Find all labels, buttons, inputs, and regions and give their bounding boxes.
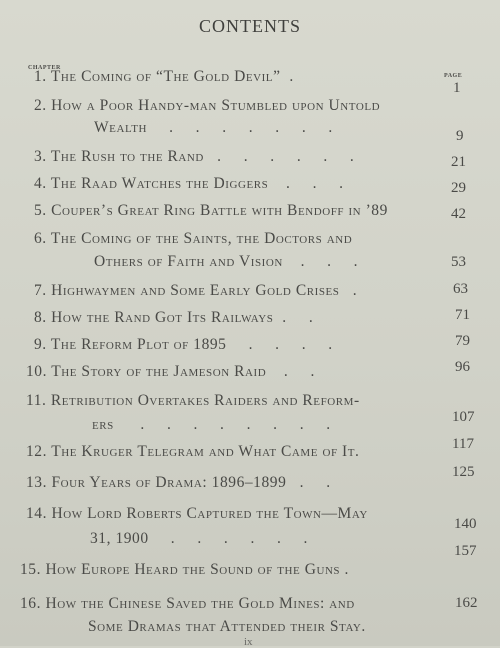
page-number: 162 <box>455 595 478 611</box>
chapter-title: The Story of the Jameson Raid <box>51 363 267 380</box>
page-number: 117 <box>452 436 474 452</box>
page-number: 29 <box>451 180 466 196</box>
page-number: 107 <box>452 409 475 425</box>
leader-dots: . . . <box>287 253 359 270</box>
chapter-title: How the Rand Got Its Railways <box>51 309 274 326</box>
chapter-title-continued: Some Dramas that Attended their Stay. <box>88 618 366 635</box>
toc-entry-line <box>34 97 380 115</box>
page-number: 125 <box>452 464 475 480</box>
page-title: CONTENTS <box>199 16 301 36</box>
page-number: 71 <box>455 307 470 323</box>
toc-entry-continuation <box>94 119 333 137</box>
page-number: 9 <box>456 128 464 144</box>
toc-entry-line <box>26 392 360 410</box>
page-number: 53 <box>451 254 466 270</box>
toc-entry-continuation <box>90 530 308 548</box>
folio-number: ix <box>244 636 253 648</box>
chapter-number: 1. <box>34 68 47 85</box>
chapter-title-continued: Others of Faith and Vision <box>94 253 283 270</box>
chapter-number: 16. <box>20 595 42 612</box>
page-column-header: PAGE <box>444 73 463 79</box>
leader-dots: . . . . . . . . <box>118 416 331 433</box>
chapter-number: 11. <box>26 392 47 409</box>
chapter-title-continued: ers <box>92 416 114 433</box>
page-number: 1 <box>453 80 461 96</box>
chapter-number: 14. <box>26 505 48 522</box>
chapter-number: 2. <box>34 97 47 114</box>
toc-entry-line <box>20 595 355 613</box>
toc-entry-line <box>34 230 352 248</box>
chapter-title: The Raad Watches the Diggers <box>50 175 269 192</box>
toc-entry-continuation <box>88 618 366 636</box>
chapter-title: Highwaymen and Some Early Gold Crises <box>51 282 340 299</box>
page-number: 96 <box>455 359 470 375</box>
chapter-title-continued: 31, 1900 <box>90 530 149 547</box>
page-number: 63 <box>453 281 468 297</box>
chapter-title: How Europe Heard the Sound of the Guns . <box>45 561 349 578</box>
toc-entry-line <box>26 443 359 461</box>
chapter-title: How a Poor Handy-man Stumbled upon Untold <box>51 97 381 114</box>
page-number: 140 <box>454 516 477 532</box>
chapter-title: How Lord Roberts Captured the Town—May <box>51 505 368 522</box>
chapter-number: 13. <box>26 474 48 491</box>
toc-entry-line <box>34 175 344 193</box>
toc-entry-line <box>34 309 313 327</box>
leader-dots: . . . <box>272 175 344 192</box>
page-number: 42 <box>451 206 466 222</box>
toc-entry-line <box>34 68 294 86</box>
toc-entry-line <box>20 561 349 579</box>
page-number: 21 <box>451 154 466 170</box>
chapter-number: 15. <box>20 561 42 578</box>
leader-dots: . <box>284 68 294 85</box>
chapter-title: How the Chinese Saved the Gold Mines: and <box>45 595 355 612</box>
chapter-number: 10. <box>26 363 48 380</box>
chapter-title: The Coming of the Saints, the Doctors and <box>50 230 353 247</box>
toc-entry-line <box>34 282 357 300</box>
chapter-title: The Kruger Telegram and What Came of It. <box>51 443 360 460</box>
chapter-number: 5. <box>34 202 47 219</box>
chapter-number: 12. <box>26 443 48 460</box>
chapter-column-header: CHAPTER <box>28 65 61 71</box>
chapter-title: The Rush to the Rand <box>50 148 204 165</box>
chapter-number: 4. <box>34 175 47 192</box>
leader-dots: . . . . . . <box>208 148 355 165</box>
leader-dots: . <box>343 282 358 299</box>
chapter-number: 3. <box>34 148 47 165</box>
toc-entry-line <box>34 202 388 220</box>
chapter-title: Four Years of Drama: 1896–1899 <box>51 474 287 491</box>
toc-entry-line <box>26 474 331 492</box>
chapter-title-continued: Wealth <box>94 119 147 136</box>
chapter-number: 7. <box>34 282 47 299</box>
toc-entry-line <box>26 505 368 523</box>
toc-entry-line <box>34 336 333 354</box>
leader-dots: . . . . . . . <box>151 119 333 136</box>
leader-dots: . . . . <box>230 336 333 353</box>
chapter-number: 8. <box>34 309 47 326</box>
leader-dots: . . <box>290 474 331 491</box>
chapter-title: The Coming of “The Gold Devil” <box>50 68 281 85</box>
page-number: 157 <box>454 543 477 559</box>
chapter-number: 9. <box>34 336 47 353</box>
leader-dots: . . . . . . <box>153 530 308 547</box>
leader-dots: . . <box>270 363 315 380</box>
toc-entry-continuation <box>94 253 358 271</box>
chapter-title: Retribution Overtakes Raiders and Reform- <box>50 392 360 409</box>
toc-entry-line <box>34 148 354 166</box>
chapter-title: Couper’s Great Ring Battle with Bendoff in ’89 <box>51 202 388 219</box>
leader-dots: . . <box>277 309 314 326</box>
toc-entry-continuation <box>92 416 331 434</box>
toc-entry-line <box>26 363 315 381</box>
chapter-number: 6. <box>34 230 47 247</box>
chapter-title: The Reform Plot of 1895 <box>50 336 227 353</box>
page-number: 79 <box>455 333 470 349</box>
